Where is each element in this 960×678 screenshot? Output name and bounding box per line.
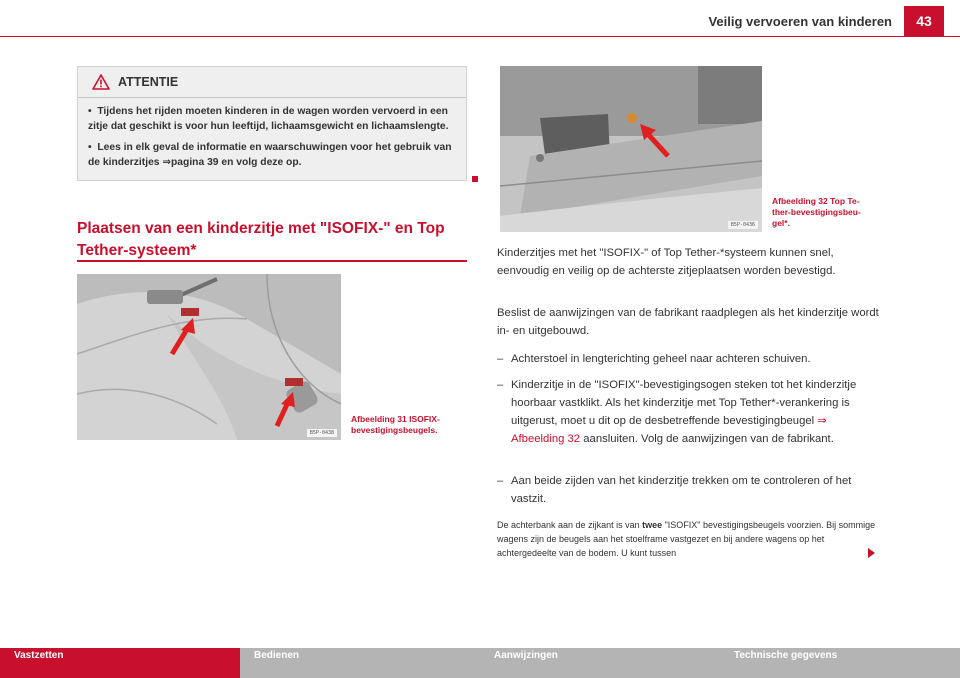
- attention-bullet-2: • Lees in elk geval de informatie en waarschuwingen voor het gebruik van de kinderzitjes ⇒pagina 39 en volg deze op.: [88, 142, 452, 168]
- continue-arrow-icon: [868, 548, 875, 558]
- figure-32-top-tether-bracket: [500, 66, 762, 232]
- page-number-badge: 43: [904, 6, 944, 36]
- figure-31-caption: Afbeelding 31 ISOFIX- bevestigingsbeugels.: [351, 414, 440, 435]
- step-2: – Kinderzitje in de "ISOFIX"-bevestigingsogen steken tot het kinderzitje hoorbaar vastklikt. Als het kinderzitje met Top Tether*-verankering is uitgerust, moet u dit op de desbetreffende bevestigingbeugel ⇒ Afbeelding 32 aansluiten. Volg de aanwijzingen van de fabrikant.: [497, 379, 857, 445]
- attention-header: [78, 67, 466, 98]
- step-1: – Achterstoel in lengterichting geheel naar achteren schuiven.: [497, 353, 811, 365]
- advice-paragraph: Beslist de aanwijzingen van de fabrikant raadplegen als het kinderzitje wordt in- en uitgebouwd.: [497, 307, 879, 337]
- footer-nav: [0, 648, 960, 678]
- attention-box: [77, 66, 467, 181]
- attention-bullet-1: • Tijdens het rijden moeten kinderen in de wagen worden vervoerd in een zitje dat geschikt is voor hun leeftijd, lichaamsgewicht en lichaamslengte.: [88, 106, 449, 132]
- figure-32-tag: B5P-0436: [728, 221, 758, 229]
- footer-tab-vastzetten[interactable]: Vastzetten: [0, 648, 240, 678]
- footer-tab-bedienen[interactable]: Bedienen: [240, 648, 480, 678]
- figure-32-caption: Afbeelding 32 Top Te- ther-bevestigingsbeu- gel*.: [772, 196, 861, 228]
- step-3: – Aan beide zijden van het kinderzitje trekken om te controleren of het vastzit.: [497, 475, 852, 505]
- section-title: Plaatsen van een kinderzitje met "ISOFIX-" en Top Tether-systeem*: [77, 220, 445, 259]
- figure-31-isofix-brackets: [77, 274, 341, 440]
- note-paragraph: De achterbank aan de zijkant is van twee "ISOFIX" bevestigingsbeugels voorzien. Bij sommige wagens zijn de beugels aan het stoelframe vastgezet en bij andere wagens op het achtergedeelte van de bodem. U kunt tussen: [497, 520, 876, 558]
- figure-32-link[interactable]: ⇒ Afbeelding 32: [511, 415, 827, 445]
- isofix-seat-illustration: [77, 274, 341, 440]
- attention-title: ATTENTIE: [118, 75, 179, 89]
- figure-31-tag: B5P-0438: [307, 429, 337, 437]
- footer-tab-technische-gegevens[interactable]: Technische gegevens: [720, 648, 960, 678]
- section-end-marker: [472, 176, 478, 182]
- warning-triangle-icon: [92, 74, 110, 90]
- cargo-area-illustration: [500, 66, 762, 232]
- intro-paragraph: Kinderzitjes met het "ISOFIX-" of Top Tether-*systeem kunnen snel, eenvoudig en veilig op de achterste zitjeplaatsen worden bevestigd.: [497, 247, 836, 277]
- footer-tab-aanwijzingen[interactable]: Aanwijzingen: [480, 648, 720, 678]
- header-divider: [0, 36, 960, 37]
- section-title-underline: [77, 260, 467, 262]
- page-header-title: Veilig vervoeren van kinderen: [708, 14, 892, 29]
